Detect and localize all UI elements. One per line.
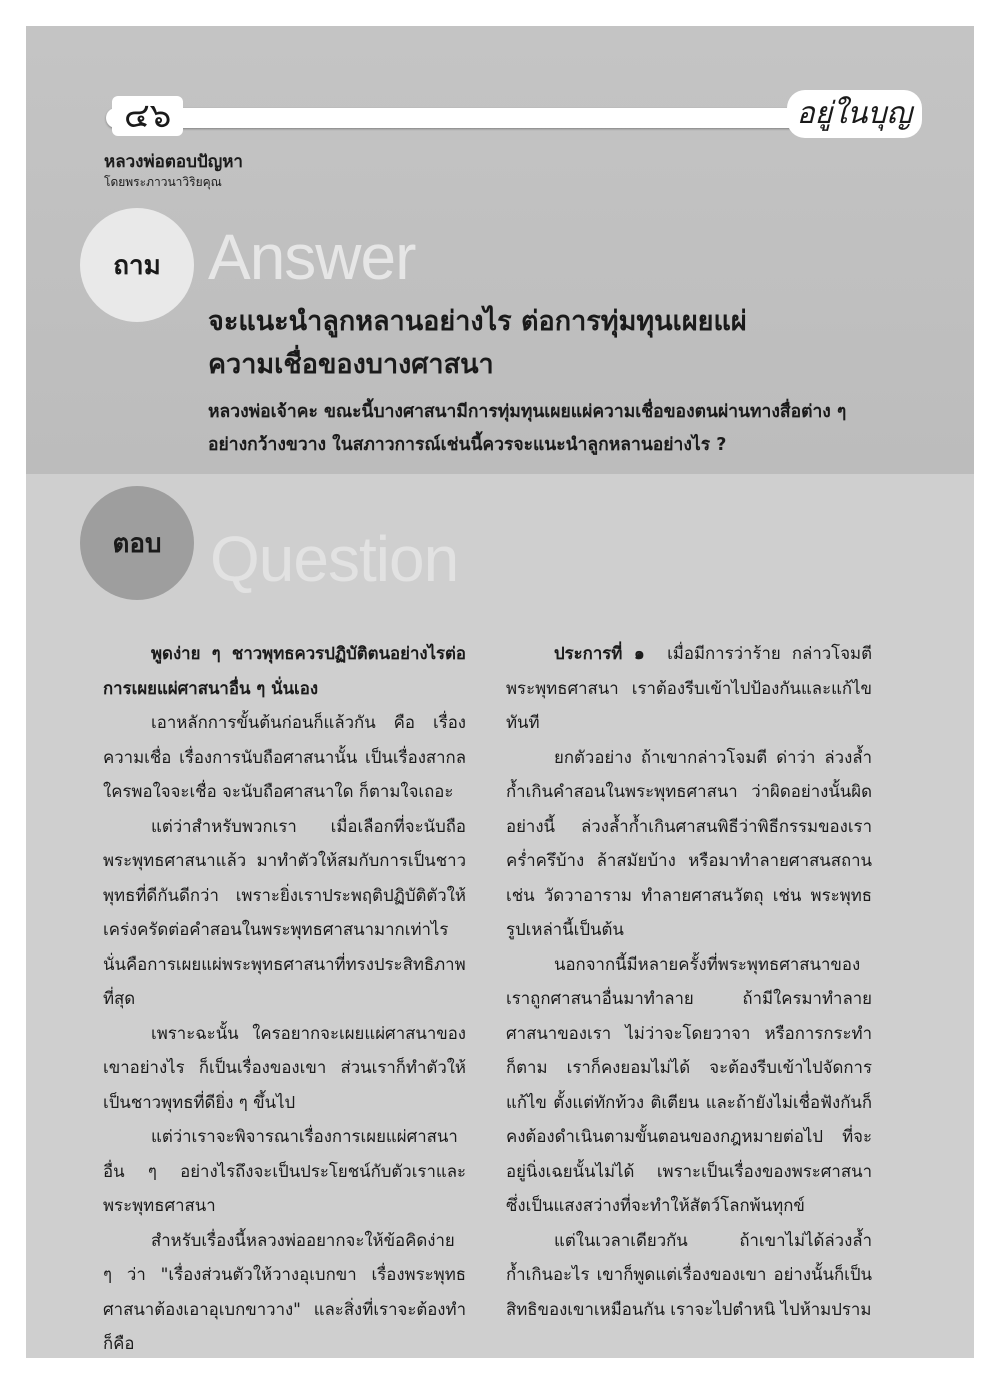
answer-left-column xyxy=(103,636,466,1361)
answer-paragraph: ยกตัวอย่าง ถ้าเขากล่าวโจมตี ด่าว่า ล่วงล้ำก้ำเกินคำสอนในพระพุทธศาสนา ว่าผิดอย่างนั้นผิดอย่างนี้ ล่วงล้ำก้ำเกินศาสนพิธีว่าพิธีกรรมของเราคร่ำครึบ้าง ล้าสมัยบ้าง หรือมาทำลายศาสนสถาน เช่น วัดวาอาราม ทำลายศาสนวัตถุ เช่น พระพุทธรูปเหล่านี้เป็นต้น xyxy=(506,746,872,939)
question-body-line: หลวงพ่อเจ้าคะ ขณะนี้บางศาสนามีการทุ่มทุนเผยแผ่ความเชื่อของตนผ่านทางสื่อต่าง ๆ xyxy=(208,402,847,422)
answer-watermark-word: Answer xyxy=(208,221,416,293)
question-badge-label: ถาม xyxy=(113,250,161,281)
answer-paragraph: แต่ในเวลาเดียวกัน ถ้าเขาไม่ได้ล่วงล้ำ ก้ำเกินอะไร เขาก็พูดแต่เรื่องของเขา อย่างนั้นก็เป็นสิทธิของเขาเหมือนกัน เราจะไปตำหนิ ไปห้ามปราม xyxy=(506,1229,872,1319)
section-title: หลวงพ่อตอบปัญหา xyxy=(104,152,243,172)
point-text: เมื่อมีการว่าร้าย กล่าวโจมตีพระพุทธศาสนา เราต้องรีบเข้าไปป้องกันและแก้ไขทันที xyxy=(506,643,872,732)
author-byline: โดยพระภาวนาวิริยคุณ xyxy=(104,175,222,189)
magazine-logo: อยู่ในบุญ xyxy=(787,90,922,138)
answer-paragraph: แต่ว่าเราจะพิจารณาเรื่องการเผยแผ่ศาสนาอื่น ๆ อย่างไรถึงจะเป็นประโยชน์กับตัวเราและพระพุทธศาสนา xyxy=(103,1126,466,1215)
question-watermark-word: Question xyxy=(210,523,459,595)
answer-paragraph: แต่ว่าสำหรับพวกเรา เมื่อเลือกที่จะนับถือพระพุทธศาสนาแล้ว มาทำตัวให้สมกับการเป็นชาวพุทธที่ดีกันดีกว่า เพราะยิ่งเราประพฤติปฏิบัติตัวให้เคร่งครัดต่อคำสอนในพระพุทธศาสนามากเท่าไร นั่นคือการเผยแผ่พระพุทธศาสนาที่ทรงประสิทธิภาพที่สุด xyxy=(103,815,466,1008)
answer-paragraph xyxy=(506,636,872,740)
answer-paragraph: เพราะฉะนั้น ใครอยากจะเผยแผ่ศาสนาของเขาอย่างไร ก็เป็นเรื่องของเขา ส่วนเราก็ทำตัวให้เป็นชาวพุทธที่ดียิ่ง ๆ ขึ้นไป xyxy=(103,1022,466,1112)
question-badge xyxy=(80,208,194,322)
page-number: ๔๖ xyxy=(112,96,183,136)
answer-badge-label: ตอบ xyxy=(112,528,162,559)
answer-paragraph: เอาหลักการขั้นต้นก่อนก็แล้วกัน คือ เรื่องความเชื่อ เรื่องการนับถือศาสนานั้น เป็นเรื่องสากล ใครพอใจจะเชื่อ จะนับถือศาสนาใด ก็ตามใจเถอะ xyxy=(103,712,466,801)
question-title xyxy=(208,300,928,386)
question-title-line: ความเชื่อของบางศาสนา xyxy=(208,349,494,380)
question-title-line: จะแนะนำลูกหลานอย่างไร ต่อการทุ่มทุนเผยแผ่ xyxy=(208,306,747,337)
question-body-line: อย่างกว้างขวาง ในสภาวการณ์เช่นนี้ควรจะแนะนำลูกหลานอย่างไร ? xyxy=(208,435,727,455)
answer-paragraph: นอกจากนี้มีหลายครั้งที่พระพุทธศาสนาของเราถูกศาสนาอื่นมาทำลาย ถ้ามีใครมาทำลายศาสนาของเรา ไม่ว่าจะโดยวาจา หรือการกระทำก็ตาม เราก็คงยอมไม่ได้ จะต้องรีบเข้าไปจัดการแก้ไข ตั้งแต่ทักท้วง ติเตียน และถ้ายังไม่เชื่อฟังกันก็คงต้องดำเนินตามขั้นตอนของกฎหมายต่อไป ที่จะอยู่นิ่งเฉยนั้นไม่ได้ เพราะเป็นเรื่องของพระศาสนาซึ่งเป็นแสงสว่างที่จะทำให้สัตว์โลกพ้นทุกข์ xyxy=(506,953,872,1215)
answer-paragraph: พูดง่าย ๆ ชาวพุทธควรปฏิบัติตนอย่างไรต่อการเผยแผ่ศาสนาอื่น ๆ นั่นเอง xyxy=(103,643,466,698)
header-bar xyxy=(106,108,896,128)
point-lead: ประการที่ ๑ xyxy=(554,643,645,663)
page-background xyxy=(26,26,974,1358)
answer-right-column xyxy=(506,636,872,1326)
question-body xyxy=(208,396,948,462)
answer-paragraph: สำหรับเรื่องนี้หลวงพ่ออยากจะให้ข้อคิดง่าย ๆ ว่า "เรื่องส่วนตัวให้วางอุเบกขา เรื่องพระพุทธศาสนาต้องเอาอุเบกขาวาง" และสิ่งที่เราจะต้องทำ ก็คือ xyxy=(103,1229,466,1353)
answer-badge xyxy=(80,486,194,600)
